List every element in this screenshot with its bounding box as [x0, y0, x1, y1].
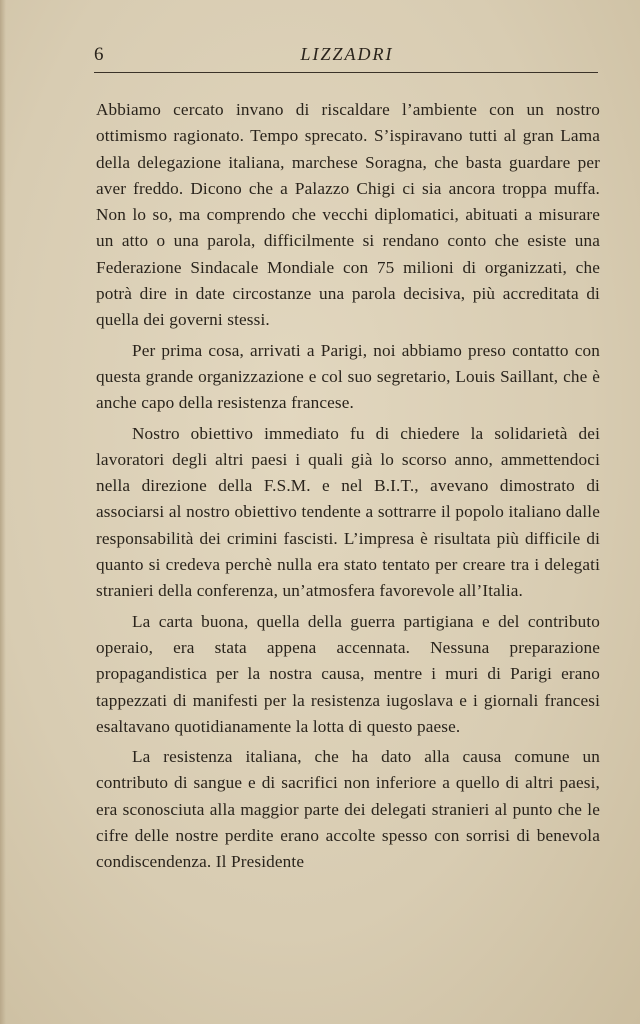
page-header: [94, 44, 600, 68]
body-text: [96, 97, 600, 880]
paragraph-3: Nostro obiettivo immediato fu di chiedere la solidarietà dei lavoratori degli altri paesi i quali già lo scorso anno, ammettendoci nella direzione della F.S.M. e nel B.I.T., avevano dimostrato di associarsi al nostro obiettivo tendente a sottrarre il popolo italiano dalle responsabilità dei crimini fascisti. L’impresa è risultata più difficile di quanto si credeva perchè nulla era stato tentato per creare tra i delegati stranieri della conferenza, un’atmosfera favorevole all’Italia.: [96, 423, 600, 601]
paragraph-1: Abbiamo cercato invano di riscaldare l’ambiente con un nostro ottimismo ragionato. Tempo sprecato. S’ispiravano tutti al gran Lama della delegazione italiana, marchese Soragna, che basta guardare per aver freddo. Dicono che a Palazzo Chigi ci sia ancora troppa muffa. Non lo so, ma comprendo che vecchi diplomatici, abituati a misurare un atto o una parola, difficilmente si rendano conto che esiste una Federazione Sindacale Mondiale con 75 milioni di organizzati, che potrà dire in date circostanze una parola decisiva, più accreditata di quella dei governi stessi.: [96, 100, 600, 330]
paragraph-4: La carta buona, quella della guerra partigiana e del contributo operaio, era stata appena accennata. Nessuna preparazione propagandistica per la nostra causa, mentre i muri di Parigi erano tappezzati di manifesti per la resistenza iugoslava e i giornali francesi esaltavano quotidianamente la lotta di questo paese.: [96, 611, 600, 736]
paragraph-5: La resistenza italiana, che ha dato alla causa comune un contributo di sangue e di sacrifici non inferiore a quello di altri paesi, era sconosciuta alla maggior parte dei delegati stranieri al punto che le cifre delle nostre perdite erano accolte spesso con sorrisi di benevola condiscendenza. Il Presidente: [96, 747, 600, 872]
header-rule: [94, 72, 598, 73]
paragraph-2: Per prima cosa, arrivati a Parigi, noi abbiamo preso contatto con questa grande organizzazione e col suo segretario, Louis Saillant, che è anche capo della resistenza francese.: [96, 340, 600, 413]
page-number: 6: [94, 44, 104, 65]
page-edge-shadow: [0, 0, 6, 1024]
running-title: LIZZADRI: [300, 44, 394, 64]
